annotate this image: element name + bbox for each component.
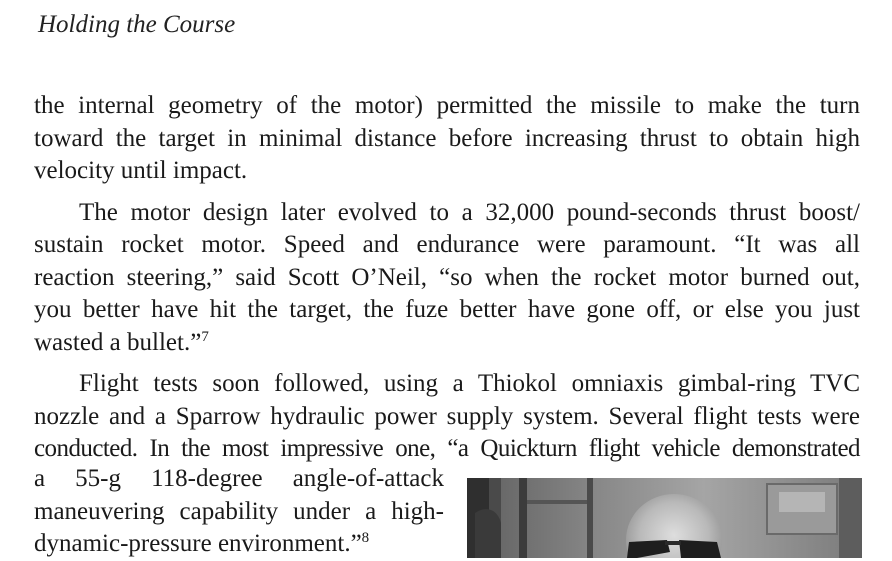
text-line: reaction steering,” said Scott O’Neil, “so when the rocket motor burned out, (34, 263, 860, 291)
paragraph-1 (34, 90, 860, 188)
text-line: a 55-g 118-degree angle-of-attack (34, 465, 444, 492)
text-line-content: dynamic-pressure environment.” (34, 530, 362, 557)
paragraph-3 (34, 368, 860, 466)
paragraph-3-wrapped-text (34, 463, 444, 561)
text-line: you better have hit the target, the fuze better have gone off, or else you just (34, 296, 860, 323)
text-line: velocity until impact. (34, 157, 248, 184)
text-line: maneuvering capability under a high- (34, 497, 444, 525)
running-head: Holding the Course (38, 11, 236, 38)
footnote-marker: 8 (361, 530, 370, 546)
text-line: toward the target in minimal distance before increasing thrust to obtain high (34, 124, 860, 152)
text-line: sustain rocket motor. Speed and endurance were paramount. “It was all (34, 231, 860, 258)
photograph-image (467, 478, 862, 558)
text-line: Flight tests soon followed, using a Thiokol omniaxis gimbal-ring TVC (79, 370, 860, 397)
body-text (34, 90, 860, 475)
text-line-content: wasted a bullet.” (34, 328, 202, 356)
text-line: the internal geometry of the motor) permitted the missile to make the turn (34, 92, 860, 119)
text-line (34, 528, 444, 561)
paragraph-2 (34, 197, 860, 360)
text-line: nozzle and a Sparrow hydraulic power supply system. Several flight tests were (34, 402, 860, 430)
text-line (34, 327, 860, 360)
text-line: conducted. In the most impressive one, “a Quickturn flight vehicle demonstrated (34, 435, 860, 462)
footnote-marker: 7 (201, 328, 209, 345)
photograph (467, 478, 862, 558)
text-line: The motor design later evolved to a 32,000 pound-seconds thrust boost/ (79, 198, 860, 226)
